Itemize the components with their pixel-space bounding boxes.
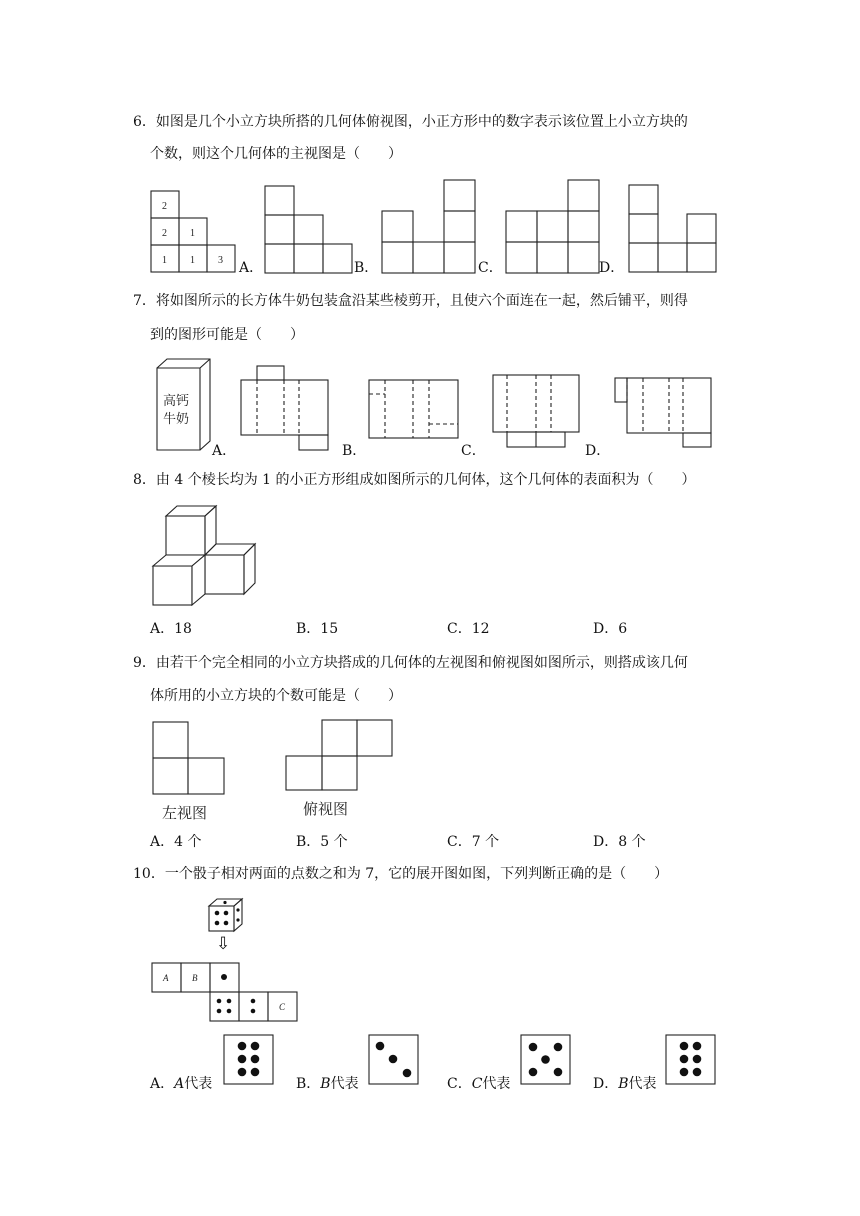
q8-option-d[interactable]: D．6 (593, 621, 628, 637)
q10-option-d[interactable]: D．B代表 (593, 1076, 657, 1092)
q6-option-a-figure (265, 186, 355, 274)
q6-num-6: 3 (218, 255, 223, 266)
q8-cube-solid (150, 505, 260, 605)
q7-option-c[interactable]: C． (461, 443, 486, 459)
q9-stem-line1: 9．由若干个完全相同的小立方块搭成的几何体的左视图和俯视图如图所示，则搭成该几何 (133, 655, 688, 671)
q8-option-a[interactable]: A．18 (150, 621, 192, 637)
q6-top-view-grid (151, 191, 241, 273)
down-arrow-icon: ⇩ (216, 934, 231, 954)
q10-die-net (151, 962, 301, 1024)
q6-num-4: 1 (162, 255, 167, 266)
q9-top-view-label: 俯视图 (303, 800, 349, 818)
q10-option-a[interactable]: A．A代表 (150, 1076, 213, 1092)
q6-num-1: 2 (162, 201, 167, 212)
q6-stem-line2: 个数，则这个几何体的主视图是（ ） (150, 146, 402, 162)
q9-option-c[interactable]: C．7 个 (447, 834, 500, 850)
q10-net-label-b: B (192, 973, 198, 983)
q10-stem: 10．一个骰子相对两面的点数之和为 7，它的展开图如图，下列判断正确的是（ ） (133, 866, 669, 882)
q6-option-c-figure (506, 180, 601, 274)
q7-option-d-net (615, 378, 713, 450)
q10-option-d-die-face (665, 1034, 717, 1086)
q7-box-label-2: 牛奶 (163, 412, 190, 427)
q10-net-label-c: C (279, 1002, 286, 1012)
q7-option-b[interactable]: B． (342, 443, 367, 459)
q10-die-3d (207, 898, 247, 934)
q9-stem-line2: 体所用的小立方块的个数可能是（ ） (150, 688, 402, 704)
q7-option-b-net (369, 380, 461, 440)
q6-stem-line1: 6．如图是几个小立方块所搭的几何体俯视图，小正方形中的数字表示该位置上小立方块的 (133, 114, 688, 130)
q9-option-d[interactable]: D．8 个 (593, 834, 646, 850)
q10-option-b[interactable]: B．B代表 (296, 1076, 359, 1092)
q10-option-c[interactable]: C．C代表 (447, 1076, 511, 1092)
q10-option-b-die-face (368, 1034, 420, 1086)
q6-option-b[interactable]: B． (354, 260, 379, 276)
q6-num-2: 2 (162, 228, 167, 239)
q10-net-label-a: A (163, 973, 169, 983)
q9-option-b[interactable]: B．5 个 (296, 834, 348, 850)
q8-stem: 8．由 4 个棱长均为 1 的小正方形组成如图所示的几何体，这个几何体的表面积为（ ） (133, 472, 696, 488)
q6-option-c[interactable]: C． (478, 260, 503, 276)
q6-num-3: 1 (190, 228, 195, 239)
q8-option-b[interactable]: B．15 (296, 621, 339, 637)
q9-left-view-label: 左视图 (162, 804, 208, 822)
q9-option-a[interactable]: A．4 个 (150, 834, 202, 850)
q8-option-c[interactable]: C．12 (447, 621, 490, 637)
q6-option-d[interactable]: D． (599, 260, 625, 276)
q7-box-label-1: 高钙 (163, 394, 190, 409)
q6-option-b-figure (382, 180, 477, 274)
q7-option-c-net (493, 375, 581, 450)
q7-option-a-net (241, 366, 333, 452)
q6-option-d-figure (629, 185, 719, 274)
q9-top-view (285, 719, 395, 822)
q7-stem-line1: 7．将如图所示的长方体牛奶包装盒沿某些棱剪开，且使六个面连在一起，然后铺平，则得 (133, 293, 688, 309)
q6-option-a[interactable]: A． (239, 260, 264, 276)
q7-stem-line2: 到的图形可能是（ ） (150, 327, 304, 343)
q7-option-d[interactable]: D． (585, 443, 611, 459)
q7-option-a[interactable]: A． (212, 443, 237, 459)
q9-left-view (152, 721, 230, 826)
q6-num-5: 1 (190, 255, 195, 266)
q10-option-c-die-face (520, 1034, 572, 1086)
q10-option-a-die-face (223, 1034, 275, 1086)
q7-milk-box (155, 358, 215, 453)
